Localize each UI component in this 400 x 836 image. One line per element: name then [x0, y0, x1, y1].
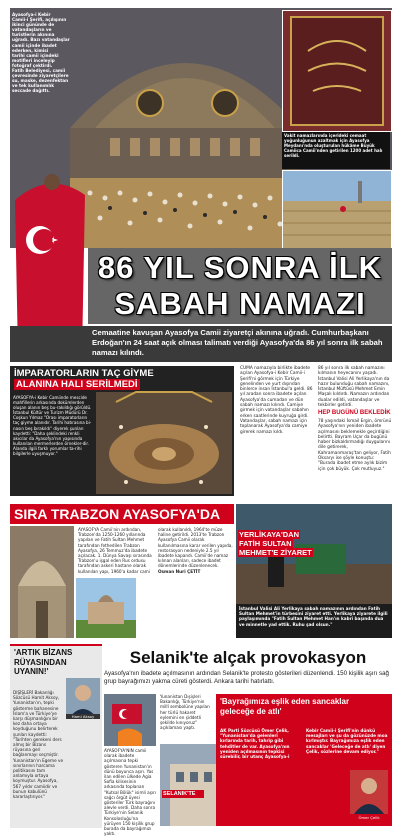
- top-left-caption: [12, 12, 72, 94]
- yerlikaya-title-line2: FATİH SULTAN: [239, 539, 292, 548]
- selanik-subtitle: Ayasofya'nın ibadete açılmasının ardından Selanik'te protesto gösterileri düzenlendi. 150 kişilik aşırı sağ grup bayrağımızı yakma cüreti gösterdi. Ankara tarihi hatırlattı.: [104, 670, 389, 685]
- imperator-title: [14, 368, 234, 390]
- trabzon-body: [78, 527, 234, 637]
- outdoor-square-illustration: [283, 171, 391, 249]
- selanik-photo-label: SELANIK'TE: [162, 790, 204, 798]
- caption-line: ikinci gününde de: [12, 22, 55, 28]
- caption-line: ederken, kimisi: [12, 47, 49, 53]
- caption-line: seccade dağıttı.: [12, 88, 50, 94]
- avatar: [66, 678, 100, 718]
- caption-line: fotoğraf çektirdi.: [12, 62, 53, 68]
- church-interior-illustration: [10, 526, 74, 638]
- celik-portrait: [350, 770, 388, 814]
- caption-line: uğradı. Bazı vatandaşlar: [12, 37, 70, 43]
- caption-line: vatandaşların ve: [12, 27, 52, 33]
- caption-line: ve tek kullanımlık: [12, 83, 55, 89]
- caption-line: turistlerin akınına: [12, 32, 55, 38]
- subheadline-text: Cemaatine kavuşan Ayasofya Camii ziyaretçi akınına uğradı. Cumhurbaşkanı Erdoğan'ın 24 saat açık olması talimatı verdiği Ayasofya'da 86 yıl sonra ilk sabah namazı kılındı.: [92, 328, 383, 357]
- celik-quote-title: 'Bayrağımıza eşlik eden sancaklar geleceğe de atlı': [220, 697, 350, 716]
- imperator-title-line1: İMPARATORLARIN TAÇ GİYME: [14, 368, 154, 379]
- yerlikaya-title-line3: MEHMET'E ZİYARET: [239, 548, 312, 557]
- selanik-col2: Yunanistan Dışişleri Bakanlığı, Türkiye'nin millî sembolüne yapılan her türlü hakaret eylemini en şiddetli şekilde kınıyoruz" açıklaması yaptı.: [160, 694, 210, 731]
- caption-line: Fatih Belediyesi, camii: [12, 68, 66, 74]
- celik-quote-body: AK Parti Sözcüsü Ömer Çelik, "Yunanistan'da gelenleri kırlarında tarih, tahrip gibi tehditler de var. Ayasofya'nın yeniden açılmasının tepkisi sürebilir, bir utanç Ayasofya-i Kebir Camii-i Şerifi'nin dünkü mesajları ve şu da gözünüzde moa kırlmıştır. Bayrağımıza eşlik eden sancaklar 'Geleceğe de atlı' diyen Çelik, sözlerine devam ediyor.": [220, 728, 388, 760]
- trabzon-title: SIRA TRABZON AYASOFYA'DA: [14, 506, 221, 522]
- imperator-title-line2: ALANINA HALI SERİLMEDİ: [16, 379, 138, 390]
- caption-line: tarihi camii içindeki: [12, 52, 59, 58]
- main-headline-line2: SABAH NAMAZI: [114, 286, 366, 321]
- selanik-title: Selanik'te alçak provokasyon: [129, 648, 367, 667]
- selanik-col1: AYASOFYA'NIN camii olarak ibadete açılmasına tepki gösteren Yunanistan'ın dünü boyunca aşırı. Yas ilan edilen ülkede Agia Sofia kilisesinin arkasında toplanan "Kutsal Bölük" isimli aşırı sağcı örgüt üyesi gösteriler Türk bayrağını alevle verdi. Daha sonra Türkiye'nin Selanik Konsolosluğu'na yürüyen 150 kişilik grup burada da bayrağımızı yaktı.: [104, 748, 156, 836]
- article-column-2: [318, 366, 392, 409]
- protest-illustration: [104, 694, 156, 746]
- imperator-body: AYASOFYA-i Kebir Camiinde mescide mahfillerin arkasında dokümlerden oluşan alanın beş bu-rakıldığı görüldü. İstanbul Kültür ve Turizm Müdürü Dr. Coşkun Yılmaz "Orası imparatorların taç giyme alanıdır. Tarihi hatırasına bi-nasın beş bırakıldı" diyerek şunları kaydetti: "Daha şeklindeki renkli akıcılar da Ayasofya'nın yapısında kullanılan mermerlerden örnekler-dir. Alanda ilgili farklı yorumlar ta-rihi bilgilerle uyuşmuyor.": [13, 395, 92, 457]
- caption-line: camii içinde ibadet: [12, 42, 57, 48]
- main-headline-line1: 86 YIL SONRA İLK: [97, 250, 383, 285]
- column1-text: CUMA namazıyla birlikte ibadete açılan Ayasofya-i Kebir Camii-i Şerifi'ni görmek için Türkiye genelinden ve yurt dışından binlerce insan İstanbul'a geldi. 86 yıl aradan sonra ibadete açılan Ayasofya'da cumadan ve dün sabah namazı kılındı. Camiye girmek için vatandaşlar sabahın erken saatlerinde kuyruğa girdi. Vatandaşlar, sabah namazı için toplanarak Ayasofya'da camiye girerek namazı kıldı.: [240, 366, 313, 435]
- trabzon-author: Osman Nuri ÇETİT: [158, 568, 201, 574]
- aksoy-portrait: [66, 678, 100, 718]
- mosque-floor-illustration: [96, 392, 232, 494]
- caption-line: Camii-i Şerifi, açılışının: [12, 17, 67, 23]
- column2b-text: 78 yaşındaki İsmail Ergin, ömrünü Ayasofya'nın yeniden ibadete açılmasını beklemekle geçirdiğini belirtti. Bayram Uçar da bugünü haber bizkaldırmadığı duygularını dile getirerek, Kahramanmaraş'tan geliyor, Fatih Oksaryı ise şöyle konuştu: "Burada ibadet etme aylık bizim için çok büyük. Çok mutluyuz.": [318, 419, 392, 472]
- imperator-photo: [96, 392, 232, 494]
- yerlikaya-title-line1: YERLİKAYA'DAN: [239, 530, 299, 539]
- caption-line: çevresinde ziyaretçilere: [12, 73, 69, 79]
- top-right-caption: Vakit namazlarında içerideki cemaat yoğunluğunun azaltmak için Ayasofya Meydanı'nda oluşturulan hükâme Büyük Camiica Camii'nden getirilen 1200 adet halı serildi.: [282, 132, 390, 169]
- article-column-2b: [318, 419, 392, 501]
- calligraphy-illustration: [283, 11, 391, 131]
- yerlikaya-caption: İstanbul Valisi Ali Yerlikaya sabah namazının ardından Fatih Sultan Mehmet'in türbesini ziyaret etti. Yerlikaya ziyarete ilgili paylaşımında "Fatih Sultan Mehmet Han'ın kabri başında dua ve minnetle yad ettik. Ruhu şad olsun.": [236, 604, 392, 638]
- avatar: [350, 770, 388, 814]
- trabzon-body-text: AYASOFYA Camii'nin ardından, Trabzon'da 1250-1260 yıllarında yapılan ve Fatih Sultan Mehmet tarafından fethedilen Trabzon Ayasofya, 26 Temmuz'da ibadete açılacak. 1. Dünya Savaşı sırasında Trabzon'u işgal eden Rus ordusu tarafından askeri hastane olarak kullanılan yapı, 1960'a kadar cami olarak kullanıldı, 1964'te müze haline getirildi. 2013'te Trabzon Ayasofya Camii olarak kullanılmasına karar verilen yapıda, restorasyon nedeniyle 2.5 yıl ibadete kapandı. Camii'de namaz kılınan alanları, sadece ibadet dönemlerinde düzenlenecek.: [78, 527, 233, 574]
- bizans-body: DIŞİŞLERİ Bakanlığı Sözcüsü Hamit Aksoy, Yunanistan'ın, tepki gösterme bahanesine İslam'a ve Türkiye'ye karşı düşmanlığını bir kez daha ortaya koyduğunu belirterek şunları kaydetti: "Tarihten gerekeni ders almış bir Bizans rüyasına geri bağlanmayı seçmiştir. Yunanistan'ın Egeme ve sınırlarının harcama politikasını tam anlamıyla ortaya koymuştur. Ayasofya, 567 yıldır camiidir ve bunun kabulünü kararlaştırıyor.": [13, 690, 64, 800]
- caption-line: Ayasofya-i Kebir: [12, 12, 51, 17]
- caption-line: motifleri inceleyip: [12, 57, 55, 63]
- yerlikaya-title: [238, 530, 318, 557]
- calligraphy-photo: [282, 10, 392, 132]
- subheadline: [10, 326, 392, 362]
- hep-subtitle: HEP BUGÜNÜ BEKLEDİK: [318, 410, 391, 416]
- caption-line: su, maske, dezenfektan: [12, 78, 69, 84]
- selanik-protest-photo: [104, 694, 156, 746]
- column2-text: 86 yıl sonra ilk sabah namazını kılmanın heyecanını yaşadı. İstanbul Valisi Ali Yerlikaya'nın da hazır bulunduğu sabah namazını, İstanbul Müftüsü Mehmet Emin Maşalı kıldırdı. Namazın ardından dualar edildi, vatandaşlar ve tekbirler getirdi.: [318, 366, 390, 409]
- trabzon-interior-photo: [10, 526, 74, 638]
- bizans-title: 'ARTIK BİZANS RÜYASINDAN UYANIN!': [14, 648, 73, 676]
- aksoy-name-label: Hami Aksoy: [66, 714, 100, 719]
- square-carpet-photo: [282, 170, 392, 250]
- celik-name-label: Ömer Çelik: [358, 815, 380, 820]
- article-column-1: [240, 366, 314, 501]
